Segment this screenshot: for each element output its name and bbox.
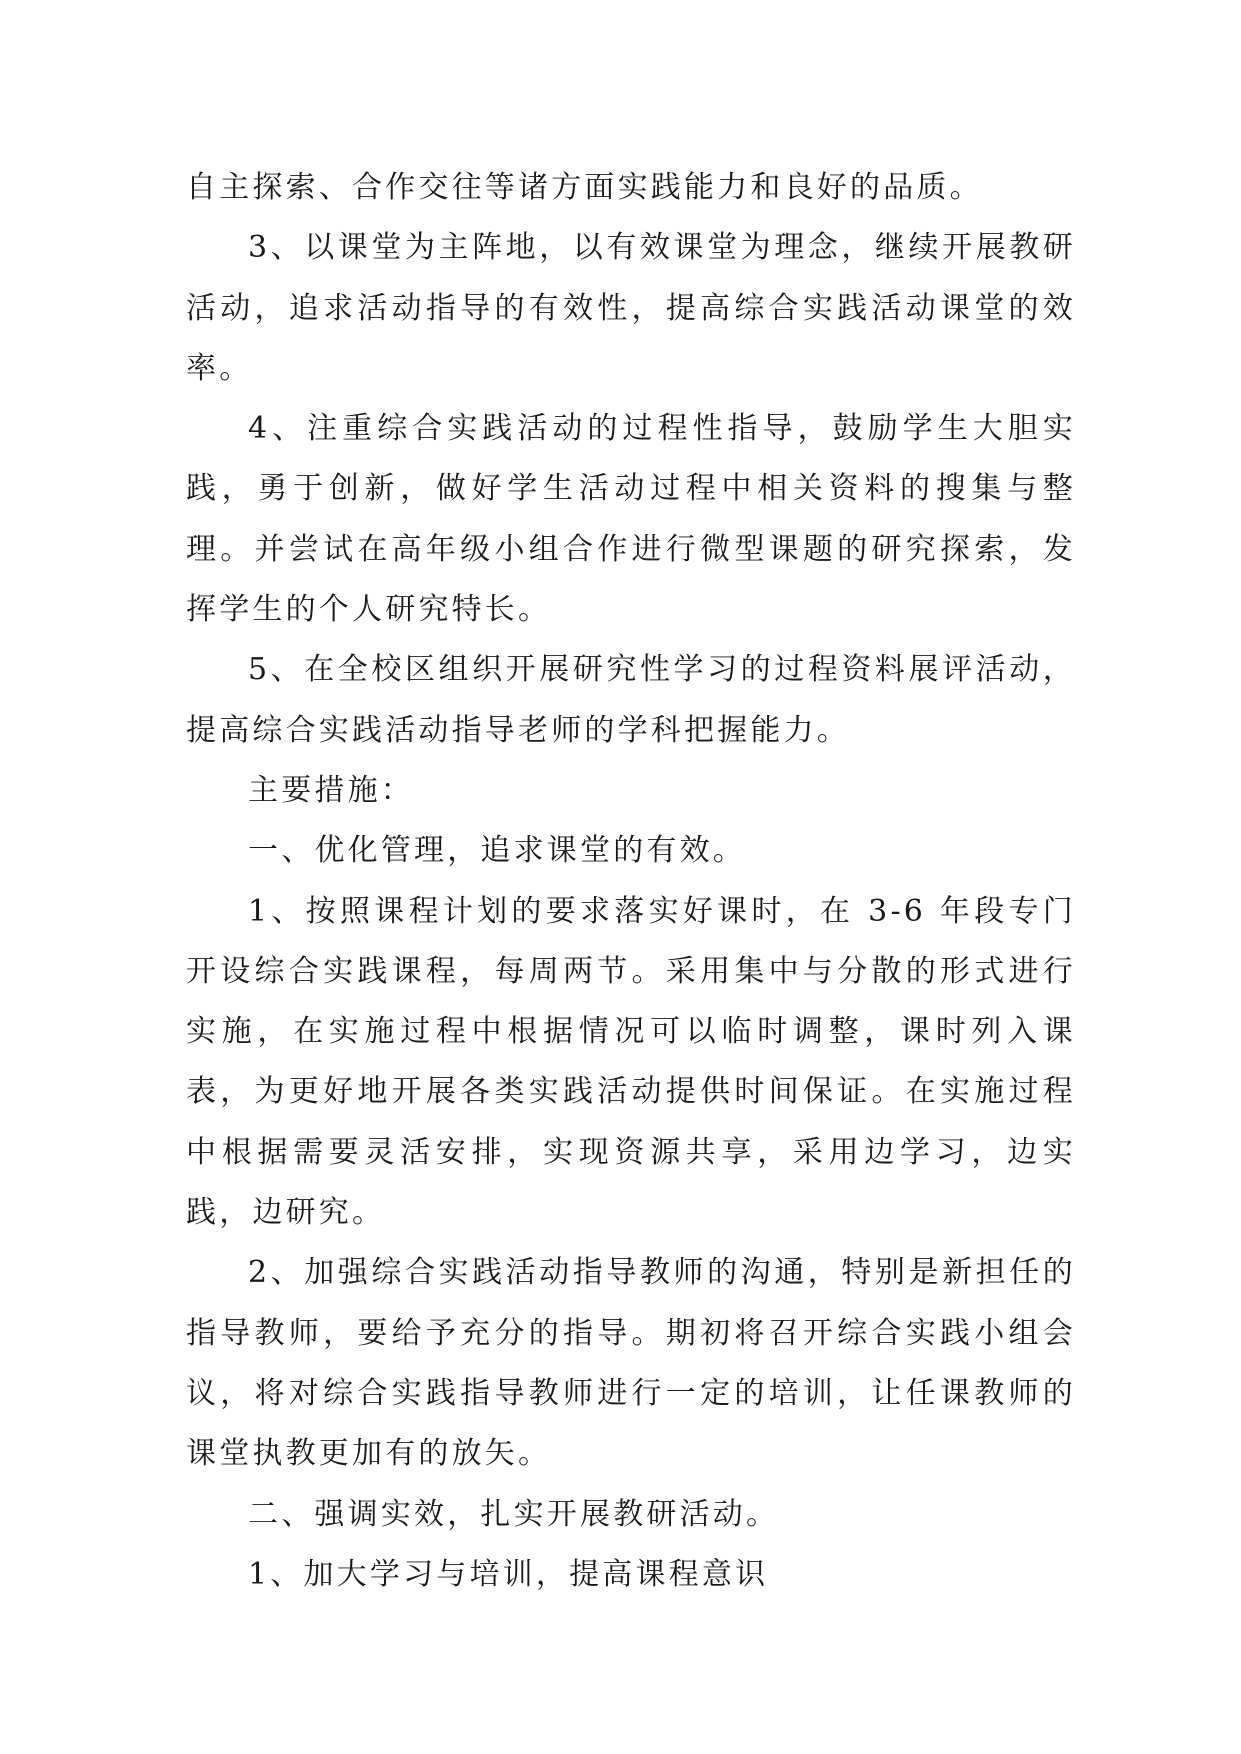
- paragraph-4: 5、在全校区组织开展研究性学习的过程资料展评活动，提高综合实践活动指导老师的学科把握能力。: [186, 652, 1076, 748]
- paragraph-3: 4、注重综合实践活动的过程性指导，鼓励学生大胆实践，勇于创新，做好学生活动过程中相关资料的搜集与整理。并尝试在高年级小组合作进行微型课题的研究探索，发挥学生的个人研究特长。: [186, 411, 1076, 628]
- paragraph-6: 2、加强综合实践活动指导教师的沟通，特别是新担任的指导教师，要给予充分的指导。期初将召开综合实践小组会议，将对综合实践指导教师进行一定的培训，让任课教师的课堂执教更加有的放矢。: [186, 1255, 1076, 1472]
- paragraph-1: 自主探索、合作交往等诸方面实践能力和良好的品质。: [186, 170, 983, 205]
- paragraph-7: 1、加大学习与培训，提高课程意识: [248, 1556, 769, 1592]
- paragraph-5: 1、按照课程计划的要求落实好课时，在 3-6 年段专门开设综合实践课程，每周两节。采用集中与分散的形式进行实施，在实施过程中根据情况可以临时调整，课时列入课表，为更好地开展各类实践活动提供时间保证。在实施过程中根据需要灵活安排，实现资源共享，采用边学习，边实践，边研究。: [186, 893, 1076, 1231]
- section-heading-2: 二、强调实效，扎实开展教研活动。: [248, 1496, 780, 1532]
- section-heading-main-measures: 主要措施：: [248, 772, 414, 808]
- document-body: [186, 158, 1076, 1605]
- paragraph-2: 3、以课堂为主阵地，以有效课堂为理念，继续开展教研活动，追求活动指导的有效性，提高综合实践活动课堂的效率。: [186, 230, 1076, 386]
- section-heading-1: 一、优化管理，追求课堂的有效。: [248, 833, 746, 869]
